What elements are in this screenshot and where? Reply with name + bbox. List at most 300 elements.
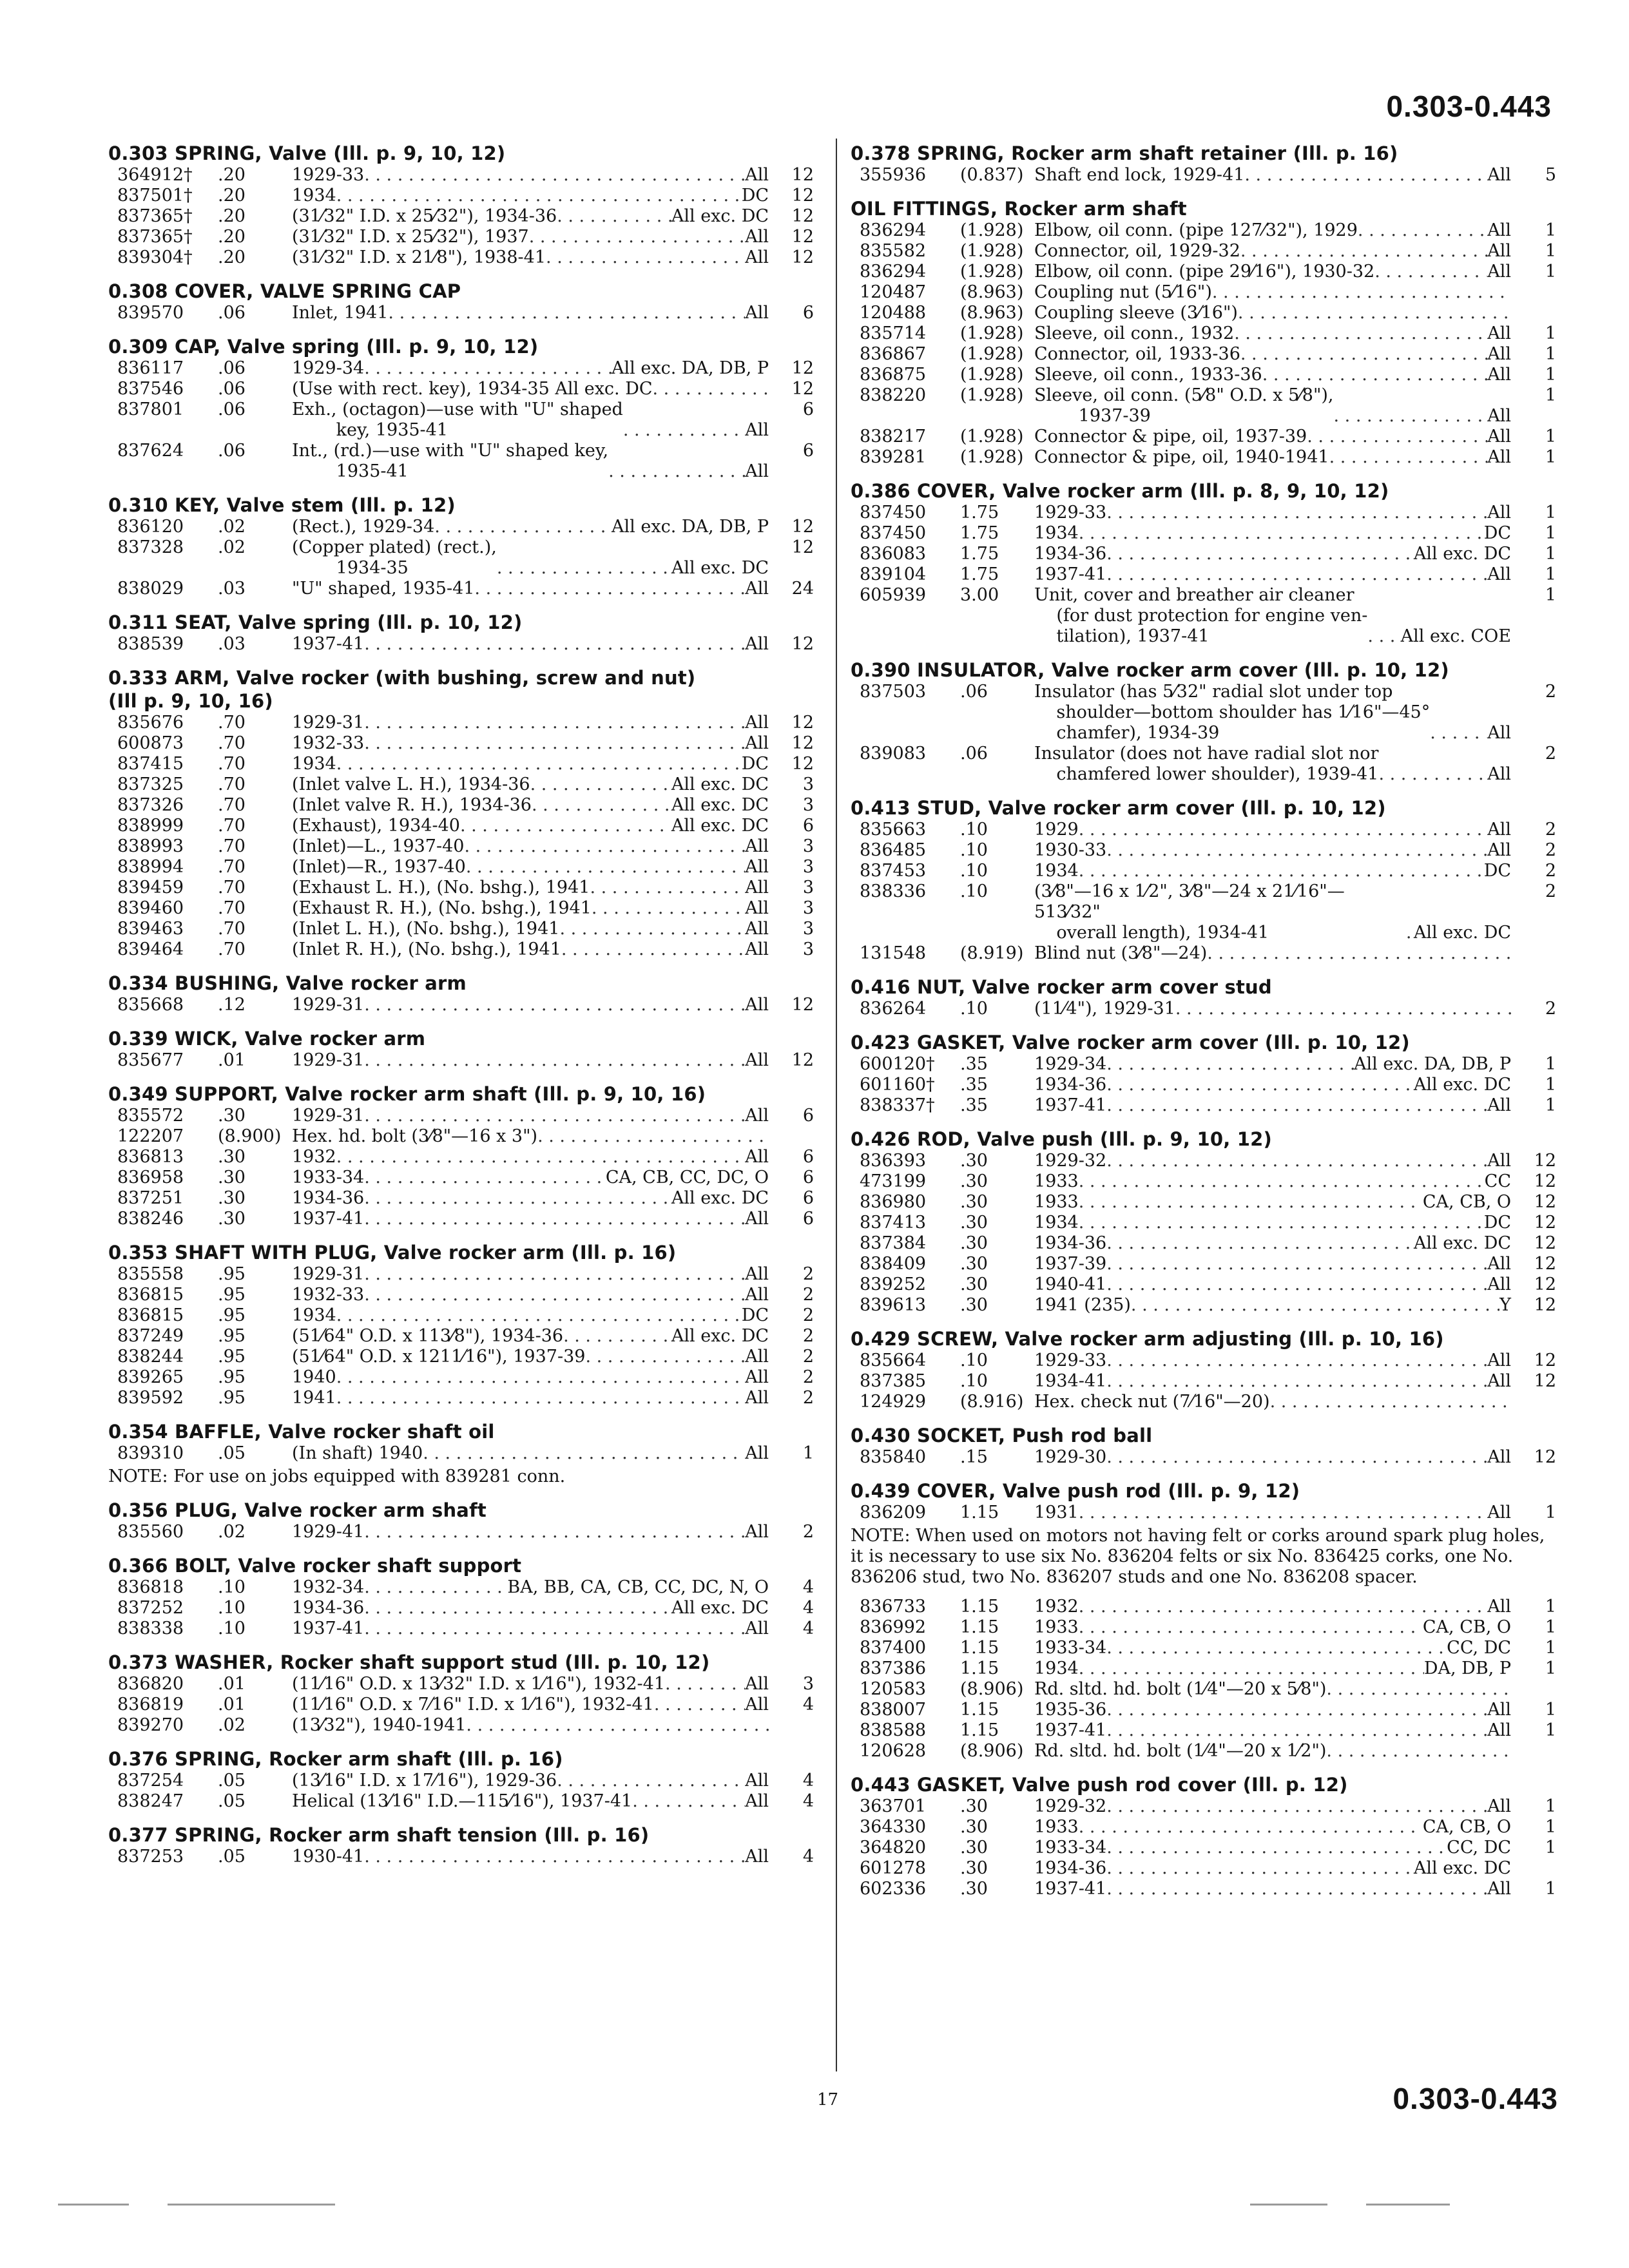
price: .30 <box>960 1295 988 1315</box>
price: .70 <box>218 836 246 856</box>
part-number: 837413 <box>860 1213 927 1233</box>
part-number: 364330 <box>860 1817 927 1837</box>
description-cell <box>292 206 769 227</box>
table-row <box>851 1054 1556 1075</box>
part-number: 838247 <box>117 1791 184 1811</box>
price: .70 <box>218 939 246 959</box>
price: (8.906) <box>960 1679 1024 1699</box>
price: .30 <box>960 1838 988 1858</box>
table-row <box>851 1838 1556 1858</box>
quantity: 2 <box>802 1347 814 1367</box>
part-number: 838007 <box>860 1700 927 1720</box>
part-number: 839104 <box>860 564 927 584</box>
description-cell <box>1034 1213 1511 1233</box>
part-number: 838217 <box>860 427 927 447</box>
quantity: 4 <box>802 1619 814 1639</box>
part-number: 838244 <box>117 1347 184 1367</box>
quantity: 24 <box>791 579 814 599</box>
part-number: 836485 <box>860 840 927 860</box>
part-number: 124929 <box>860 1392 927 1412</box>
description: Exh., (octagon)—use with "U" shaped key, 1935-41 <box>292 399 623 440</box>
quantity: 4 <box>802 1695 814 1715</box>
leader-dots <box>1358 220 1487 241</box>
price: .06 <box>218 441 246 461</box>
description: 1937-41 <box>292 1619 365 1639</box>
applies-to: All <box>1487 1350 1511 1370</box>
description: 1935-36 <box>1034 1700 1107 1720</box>
table-row <box>851 1095 1556 1116</box>
description: Hex. hd. bolt (3⁄8"—16 x 3") <box>292 1126 538 1146</box>
leader-dots <box>466 857 745 878</box>
description-cell <box>292 1598 769 1619</box>
description-cell <box>292 1326 769 1347</box>
table-row <box>108 1209 814 1229</box>
leader-dots <box>1106 1700 1487 1720</box>
description: (Inlet)—L., 1937-40 <box>292 836 465 856</box>
table-row <box>108 579 814 599</box>
description: 1937-41 <box>1034 1879 1107 1899</box>
leader-dots <box>1106 1075 1414 1095</box>
section-title: 0.390 INSULATOR, Valve rocker arm cover (Ill. p. 10, 12) <box>851 659 1449 681</box>
leader-dots <box>1079 523 1484 544</box>
applies-to: All <box>745 227 769 247</box>
part-number: 836120 <box>117 517 184 537</box>
table-row <box>851 1503 1556 1523</box>
quantity: 1 <box>1545 344 1556 364</box>
part-number: 838029 <box>117 579 184 599</box>
description-cell <box>292 1847 769 1867</box>
applies-to: All exc. DA, DB, P <box>1354 1054 1511 1074</box>
quantity <box>1511 1392 1556 1412</box>
quantity <box>1511 282 1556 303</box>
quantity: 12 <box>1534 1254 1556 1274</box>
price: .30 <box>960 1796 988 1816</box>
header-range: 0.303-0.443 <box>1386 90 1552 123</box>
leader-dots <box>364 995 745 1015</box>
quantity: 12 <box>791 754 814 774</box>
price: .03 <box>218 634 246 654</box>
part-number: 837251 <box>117 1188 184 1208</box>
applies-to: All <box>745 1347 769 1367</box>
quantity: 2 <box>1545 682 1556 702</box>
applies-to: All <box>745 1106 769 1126</box>
leader-dots <box>364 1188 671 1209</box>
table-row <box>851 447 1556 468</box>
leader-dots <box>590 878 745 898</box>
section-note: NOTE: When used on motors not having felt or corks around spark plug holes, it is necessary to use six No. 836204 felts or six No. 836425 corks, one No. 836206 stud, two No. 836207 studs and one No. 836208 spacer. <box>851 1526 1545 1587</box>
description: (Exhaust R. H.), (No. bshg.), 1941 <box>292 898 592 918</box>
leader-dots <box>1079 1192 1423 1213</box>
section-title: 0.377 SPRING, Rocker arm shaft tension (Ill. p. 16) <box>108 1824 650 1846</box>
part-number: 839265 <box>117 1367 184 1387</box>
leader-dots <box>364 1209 745 1229</box>
price: (1.928) <box>960 344 1024 364</box>
table-row <box>851 1213 1556 1233</box>
description: 1934-36 <box>292 1598 365 1618</box>
applies-to: All <box>1487 840 1511 860</box>
description-cell <box>292 537 769 579</box>
price: (1.928) <box>960 447 1024 467</box>
section <box>851 1128 1556 1316</box>
price: .10 <box>960 820 988 840</box>
table-row <box>851 1447 1556 1468</box>
leader-dots <box>1079 1617 1423 1638</box>
part-number: 839570 <box>117 303 184 323</box>
part-number: 836818 <box>117 1577 184 1597</box>
section <box>851 1327 1556 1412</box>
leader-dots <box>530 774 671 795</box>
table-row <box>851 262 1556 282</box>
table-row <box>851 241 1556 262</box>
description: Elbow, oil conn. (pipe 127⁄32"), 1929 <box>1034 220 1358 240</box>
quantity: 3 <box>802 919 814 939</box>
price: .30 <box>218 1168 246 1187</box>
leader-dots <box>1106 1858 1414 1879</box>
description: 1929-31 <box>292 1050 365 1070</box>
quantity: 6 <box>802 1168 814 1187</box>
applies-to: All <box>1487 1371 1511 1391</box>
leader-dots <box>557 1771 745 1791</box>
section-title: 0.386 COVER, Valve rocker arm (Ill. p. 8, 9, 10, 12) <box>851 480 1389 502</box>
section <box>108 1651 814 1736</box>
description: 1929-31 <box>292 995 365 1015</box>
leader-dots <box>1106 503 1487 523</box>
section <box>851 1031 1556 1116</box>
quantity: 1 <box>1545 1617 1556 1637</box>
leader-dots <box>1270 1392 1511 1412</box>
section <box>108 1027 814 1071</box>
section <box>851 1424 1556 1468</box>
part-number: 837254 <box>117 1771 184 1791</box>
applies-to: All <box>1487 365 1511 385</box>
applies-to: All exc. DC <box>671 1598 769 1618</box>
applies-to: CA, CB, O <box>1422 1817 1511 1837</box>
description: 1929-32 <box>1034 1151 1107 1171</box>
leader-dots <box>336 754 742 774</box>
table-row <box>851 1254 1556 1274</box>
leader-dots <box>623 420 745 441</box>
price: .20 <box>218 206 246 226</box>
description-cell <box>292 1347 769 1367</box>
description-cell <box>1034 1151 1511 1171</box>
description-cell <box>1034 943 1511 964</box>
description: 1931 <box>1034 1503 1079 1523</box>
part-number: 835677 <box>117 1050 184 1070</box>
part-number: 837546 <box>117 379 184 399</box>
price: .95 <box>218 1285 246 1305</box>
page-number: 17 <box>817 2090 839 2109</box>
quantity: 12 <box>791 995 814 1015</box>
section <box>851 796 1556 964</box>
part-number: 837385 <box>860 1371 927 1391</box>
quantity: 6 <box>802 816 814 836</box>
table-row <box>108 1264 814 1285</box>
description: (Copper plated) (rect.), 1934-35 <box>292 537 497 578</box>
description-cell <box>292 165 769 186</box>
description-cell <box>1034 544 1511 564</box>
price: .30 <box>218 1188 246 1208</box>
applies-to: All <box>745 1771 769 1791</box>
price: (8.900) <box>218 1126 282 1146</box>
applies-to: All <box>745 1147 769 1167</box>
quantity: 4 <box>802 1847 814 1867</box>
part-number: 837415 <box>117 754 184 774</box>
description: 1934 <box>1034 1213 1079 1233</box>
description: (11⁄16" O.D. x 7⁄16" I.D. x 1⁄16"), 1932-41 <box>292 1695 654 1715</box>
description-cell <box>292 1388 769 1408</box>
quantity: 12 <box>1534 1151 1556 1171</box>
description: (Inlet)—R., 1937-40 <box>292 857 466 877</box>
description-cell <box>292 878 769 898</box>
quantity: 12 <box>791 537 814 557</box>
table-row <box>108 1347 814 1367</box>
price: .06 <box>218 303 246 323</box>
part-number: 836813 <box>117 1147 184 1167</box>
leader-dots <box>1079 1817 1423 1838</box>
description: (51⁄64" O.D. x 113⁄8"), 1934-36 <box>292 1326 564 1346</box>
table-row <box>108 1522 814 1542</box>
description-cell <box>1034 1858 1511 1879</box>
part-number: 839270 <box>117 1715 184 1735</box>
quantity: 2 <box>1545 820 1556 840</box>
description-cell <box>292 441 769 482</box>
table-row <box>108 1305 814 1326</box>
price: .95 <box>218 1264 246 1284</box>
quantity: 1 <box>1545 220 1556 240</box>
description: (In shaft) 1940 <box>292 1443 423 1463</box>
part-number: 836733 <box>860 1597 927 1617</box>
price: 1.15 <box>960 1700 999 1720</box>
leader-dots <box>563 1326 671 1347</box>
table-row <box>108 165 814 186</box>
leader-dots <box>364 1285 745 1305</box>
description-cell <box>1034 999 1511 1019</box>
description-cell <box>292 754 769 774</box>
quantity: 12 <box>1534 1447 1556 1467</box>
table-row <box>108 1791 814 1812</box>
applies-to: CC, DC <box>1447 1638 1511 1658</box>
leader-dots <box>1106 1151 1487 1171</box>
price: (1.928) <box>960 385 1024 405</box>
table-row <box>108 1443 814 1464</box>
applies-to: All <box>745 461 769 481</box>
description: 1937-41 <box>1034 564 1107 584</box>
part-number: 836819 <box>117 1695 184 1715</box>
leader-dots <box>364 1264 745 1285</box>
description: Connector & pipe, oil, 1937-39 <box>1034 427 1307 447</box>
price: .10 <box>960 840 988 860</box>
table-row <box>851 1192 1556 1213</box>
part-number: 835676 <box>117 713 184 733</box>
part-number: 836820 <box>117 1674 184 1694</box>
part-number: 836209 <box>860 1503 927 1523</box>
table-row <box>851 385 1556 427</box>
price: .02 <box>218 537 246 557</box>
section-title: 0.303 SPRING, Valve (Ill. p. 9, 10, 12) <box>108 142 506 164</box>
applies-to: All <box>745 1209 769 1229</box>
description-cell <box>1034 1075 1511 1095</box>
section <box>108 1499 814 1542</box>
description-cell <box>292 1209 769 1229</box>
part-number: 839252 <box>860 1274 927 1294</box>
description-cell <box>1034 1817 1511 1838</box>
price: .06 <box>960 682 988 702</box>
description: Hex. check nut (7⁄16"—20) <box>1034 1392 1270 1412</box>
applies-to: All <box>1487 165 1511 185</box>
price: .70 <box>218 733 246 753</box>
part-number: 839459 <box>117 878 184 898</box>
description: Elbow, oil conn. (pipe 29⁄16"), 1930-32 <box>1034 262 1375 282</box>
part-number: 838246 <box>117 1209 184 1229</box>
part-number: 836980 <box>860 1192 927 1212</box>
table-row <box>108 1188 814 1209</box>
applies-to: CC <box>1484 1171 1511 1191</box>
right-column <box>851 142 1556 1911</box>
part-number: 837386 <box>860 1658 927 1678</box>
table-row <box>851 564 1556 585</box>
part-number: 836992 <box>860 1617 927 1637</box>
description: 1934-36 <box>292 1188 365 1208</box>
table-row <box>851 427 1556 447</box>
part-number: 837450 <box>860 523 927 543</box>
description-cell <box>292 186 769 206</box>
part-number: 838588 <box>860 1720 927 1740</box>
section-title: 0.339 WICK, Valve rocker arm <box>108 1028 426 1050</box>
description: 1932 <box>1034 1597 1079 1617</box>
description-cell <box>1034 1350 1511 1371</box>
leader-dots <box>336 186 742 206</box>
quantity: 12 <box>1534 1350 1556 1370</box>
applies-to: All <box>745 420 769 440</box>
part-number: 837453 <box>860 861 927 881</box>
part-number: 835714 <box>860 323 927 343</box>
description-cell <box>292 1188 769 1209</box>
leader-dots <box>1240 241 1487 262</box>
quantity: 1 <box>802 1443 814 1463</box>
description: 1929-31 <box>292 1264 365 1284</box>
description: 1933 <box>1034 1192 1079 1212</box>
description-cell <box>1034 241 1511 262</box>
quantity: 1 <box>1545 1075 1556 1095</box>
quantity: 3 <box>802 898 814 918</box>
price: .70 <box>218 816 246 836</box>
section-title: 0.366 BOLT, Valve rocker shaft support <box>108 1555 522 1577</box>
applies-to: All <box>745 1388 769 1408</box>
table-row <box>108 1126 814 1147</box>
table-row <box>108 836 814 857</box>
section-title: 0.356 PLUG, Valve rocker arm shaft <box>108 1499 487 1521</box>
leader-dots <box>561 939 745 960</box>
leader-dots <box>1238 303 1511 323</box>
description: 1929-33 <box>1034 503 1107 523</box>
applies-to: All <box>1487 1720 1511 1740</box>
applies-to: All <box>745 1367 769 1387</box>
leader-dots <box>1106 1233 1414 1254</box>
description: Sleeve, oil conn., 1932 <box>1034 323 1235 343</box>
table-row <box>851 861 1556 881</box>
applies-to: All <box>745 1443 769 1463</box>
price: .10 <box>218 1619 246 1639</box>
description-cell <box>1034 165 1511 186</box>
quantity: 6 <box>802 303 814 323</box>
description-cell <box>292 1522 769 1542</box>
table-row <box>851 165 1556 186</box>
price: (1.928) <box>960 262 1024 282</box>
leader-dots <box>1079 1503 1488 1523</box>
part-number: 836393 <box>860 1151 927 1171</box>
price: 1.15 <box>960 1658 999 1678</box>
leader-dots <box>1430 723 1487 744</box>
price: 1.75 <box>960 503 999 523</box>
quantity: 1 <box>1545 262 1556 282</box>
description: (Inlet L. H.), (No. bshg.), 1941 <box>292 919 560 939</box>
description-cell <box>1034 744 1511 785</box>
table-row <box>851 1392 1556 1412</box>
section-title: 0.309 CAP, Valve spring (Ill. p. 9, 10, 12) <box>108 336 539 358</box>
price: .70 <box>218 713 246 733</box>
table-row <box>108 227 814 247</box>
leader-dots <box>336 1367 746 1388</box>
part-number: 835663 <box>860 820 927 840</box>
leader-dots <box>1262 365 1488 385</box>
section <box>851 197 1556 468</box>
description: Int., (rd.)—use with "U" shaped key, 1935-41 <box>292 441 609 481</box>
table-row <box>108 206 814 227</box>
leader-dots <box>1106 1838 1447 1858</box>
quantity: 2 <box>1545 744 1556 764</box>
applies-to: All <box>1487 1447 1511 1467</box>
section <box>108 335 814 482</box>
applies-to: All <box>1487 1700 1511 1720</box>
leader-dots <box>1106 840 1487 861</box>
description: (Exhaust), 1934-40 <box>292 816 460 836</box>
part-number: 836264 <box>860 999 927 1019</box>
applies-to: All <box>745 878 769 898</box>
table-row <box>108 1050 814 1071</box>
table-row <box>108 1598 814 1619</box>
leader-dots <box>364 1106 745 1126</box>
part-number: 839463 <box>117 919 184 939</box>
description-cell <box>292 227 769 247</box>
description: "U" shaped, 1935-41 <box>292 579 475 599</box>
price: .06 <box>218 379 246 399</box>
part-number: 837503 <box>860 682 927 702</box>
table-row <box>851 999 1556 1019</box>
description-cell <box>1034 1254 1511 1274</box>
description-cell <box>292 1147 769 1168</box>
description-cell <box>292 379 769 399</box>
table-row <box>851 840 1556 861</box>
description-cell <box>292 303 769 323</box>
price: .02 <box>218 1522 246 1542</box>
leader-dots <box>1079 820 1488 840</box>
leader-dots <box>434 517 612 537</box>
price: 3.00 <box>960 585 999 605</box>
description: Coupling sleeve (3⁄16") <box>1034 303 1238 323</box>
description: 1933 <box>1034 1617 1079 1637</box>
table-row <box>851 220 1556 241</box>
description: 1940-41 <box>1034 1274 1107 1294</box>
quantity: 3 <box>802 878 814 898</box>
price: .10 <box>218 1577 246 1597</box>
description: 1937-41 <box>1034 1095 1107 1115</box>
part-number: 131548 <box>860 943 927 963</box>
leader-dots <box>1307 427 1487 447</box>
description: Helical (13⁄16" I.D.—115⁄16"), 1937-41 <box>292 1791 633 1811</box>
quantity: 1 <box>1545 1054 1556 1074</box>
description-cell <box>292 816 769 836</box>
description-cell <box>292 836 769 857</box>
